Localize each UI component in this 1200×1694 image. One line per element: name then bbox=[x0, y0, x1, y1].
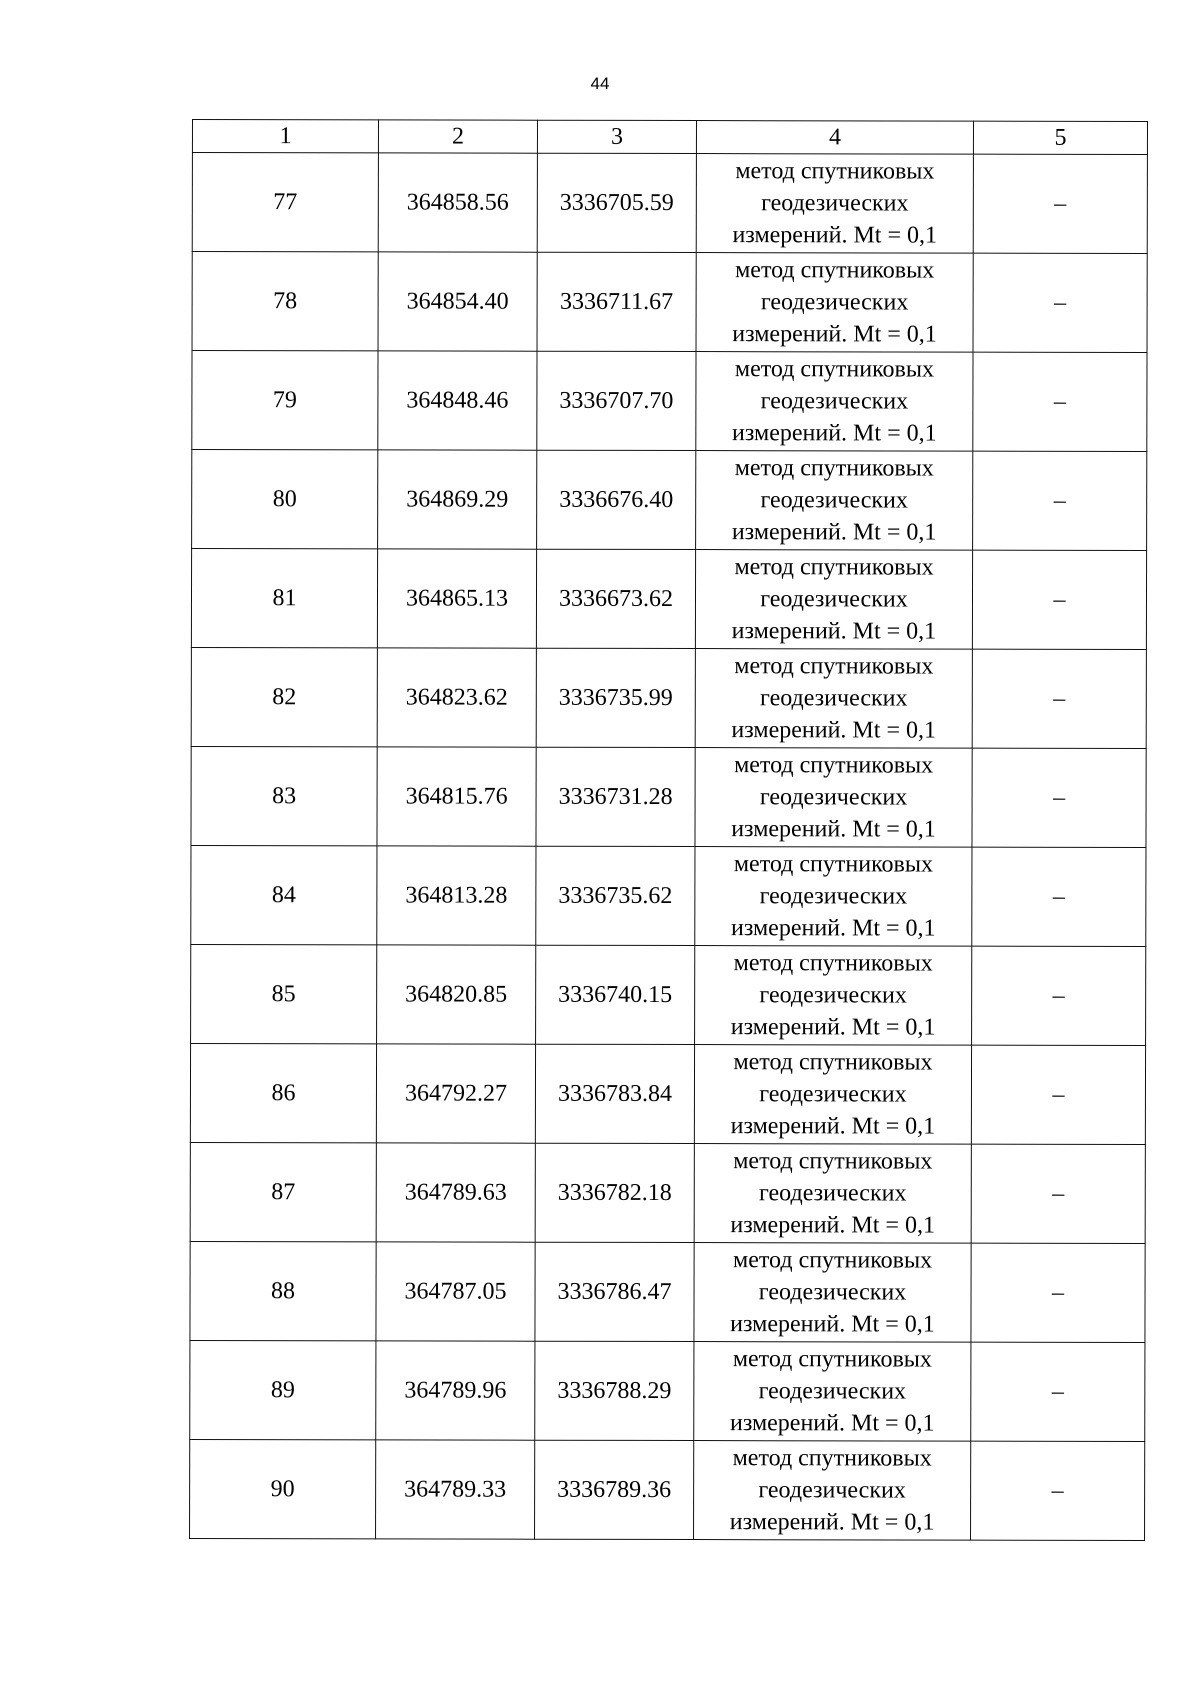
method-cell bbox=[694, 1441, 971, 1541]
point-number-cell: 90 bbox=[190, 1439, 376, 1538]
method-cell bbox=[695, 550, 972, 650]
table-row bbox=[191, 549, 1146, 650]
method-line: геодезических bbox=[760, 487, 908, 514]
table-body bbox=[190, 153, 1148, 1541]
note-cell: – bbox=[972, 946, 1146, 1045]
y-coordinate-cell: 3336789.36 bbox=[535, 1440, 694, 1539]
method-line: метод спутниковых bbox=[733, 1049, 933, 1076]
method-cell bbox=[695, 847, 972, 947]
y-coordinate-cell: 3336711.67 bbox=[537, 252, 696, 351]
note-cell: – bbox=[973, 352, 1147, 451]
x-coordinate-cell: 364787.05 bbox=[376, 1242, 535, 1341]
point-number-cell: 78 bbox=[192, 252, 378, 351]
method-line: измерений. Mt = 0,1 bbox=[729, 1509, 935, 1536]
method-line: геодезических bbox=[758, 1279, 907, 1306]
method-line: геодезических bbox=[760, 586, 908, 613]
x-coordinate-cell: 364792.27 bbox=[376, 1044, 535, 1143]
table-row bbox=[192, 351, 1147, 452]
point-number-cell: 85 bbox=[191, 944, 377, 1043]
x-coordinate-cell: 364858.56 bbox=[378, 153, 537, 252]
method-line: метод спутниковых bbox=[734, 455, 934, 482]
method-cell bbox=[694, 1342, 971, 1442]
method-line: измерений. Mt = 0,1 bbox=[731, 519, 937, 546]
table-header bbox=[192, 120, 1147, 155]
y-coordinate-cell: 3336740.15 bbox=[536, 945, 695, 1044]
x-coordinate-cell: 364820.85 bbox=[377, 945, 536, 1044]
y-coordinate-cell: 3336731.28 bbox=[536, 747, 695, 846]
point-number-cell: 89 bbox=[190, 1340, 376, 1439]
method-cell bbox=[695, 748, 972, 848]
note-cell: – bbox=[973, 154, 1147, 253]
header-col-1: 1 bbox=[192, 120, 378, 153]
method-line: метод спутниковых bbox=[733, 1247, 933, 1274]
method-cell bbox=[694, 1243, 971, 1343]
note-cell: – bbox=[972, 649, 1146, 748]
method-line: метод спутниковых bbox=[732, 1346, 932, 1373]
x-coordinate-cell: 364789.33 bbox=[376, 1440, 535, 1539]
method-line: геодезических bbox=[760, 388, 909, 415]
method-line: измерений. Mt = 0,1 bbox=[730, 915, 936, 942]
y-coordinate-cell: 3336705.59 bbox=[537, 153, 696, 252]
x-coordinate-cell: 364865.13 bbox=[377, 549, 536, 648]
method-line: метод спутниковых bbox=[733, 851, 934, 878]
page-number: 44 bbox=[590, 74, 610, 93]
point-number-cell: 82 bbox=[191, 647, 377, 746]
point-number-cell: 77 bbox=[192, 153, 378, 252]
x-coordinate-cell: 364848.46 bbox=[378, 351, 537, 450]
y-coordinate-cell: 3336786.47 bbox=[535, 1242, 694, 1341]
point-number-cell: 84 bbox=[191, 845, 377, 944]
method-line: геодезических bbox=[759, 883, 908, 910]
y-coordinate-cell: 3336735.62 bbox=[536, 846, 695, 945]
y-coordinate-cell: 3336673.62 bbox=[536, 549, 695, 648]
method-line: измерений. Mt = 0,1 bbox=[732, 321, 937, 348]
table-row bbox=[192, 153, 1147, 254]
note-cell: – bbox=[971, 1144, 1145, 1243]
method-line: метод спутниковых bbox=[735, 257, 935, 284]
point-number-cell: 88 bbox=[190, 1241, 376, 1340]
method-line: геодезических bbox=[759, 784, 908, 811]
x-coordinate-cell: 364813.28 bbox=[377, 846, 536, 945]
method-line: геодезических bbox=[758, 1477, 906, 1504]
note-cell: – bbox=[971, 1045, 1145, 1144]
point-number-cell: 83 bbox=[191, 746, 377, 845]
method-line: геодезических bbox=[761, 190, 909, 217]
method-cell bbox=[696, 352, 973, 452]
x-coordinate-cell: 364869.29 bbox=[378, 450, 537, 549]
method-line: метод спутниковых bbox=[733, 950, 933, 977]
coordinates-table bbox=[189, 119, 1148, 1541]
header-col-2: 2 bbox=[378, 120, 537, 153]
method-line: геодезических bbox=[758, 1180, 907, 1207]
method-line: измерений. Mt = 0,1 bbox=[730, 1014, 936, 1041]
note-cell: – bbox=[972, 550, 1146, 649]
y-coordinate-cell: 3336782.18 bbox=[535, 1143, 694, 1242]
method-line: измерений. Mt = 0,1 bbox=[730, 1212, 935, 1239]
method-line: метод спутниковых bbox=[734, 653, 934, 680]
method-cell bbox=[696, 451, 973, 551]
method-line: измерений. Mt = 0,1 bbox=[731, 618, 937, 645]
method-line: измерений. Mt = 0,1 bbox=[732, 222, 938, 249]
point-number-cell: 80 bbox=[192, 450, 378, 549]
y-coordinate-cell: 3336707.70 bbox=[537, 351, 696, 450]
method-line: метод спутниковых bbox=[735, 158, 935, 185]
x-coordinate-cell: 364854.40 bbox=[378, 252, 537, 351]
method-line: измерений. Mt = 0,1 bbox=[729, 1410, 935, 1437]
x-coordinate-cell: 364789.63 bbox=[376, 1143, 535, 1242]
method-cell bbox=[695, 649, 972, 749]
note-cell: – bbox=[972, 748, 1146, 847]
header-col-5: 5 bbox=[973, 121, 1147, 154]
header-col-3: 3 bbox=[537, 120, 696, 153]
method-line: геодезических bbox=[760, 685, 908, 712]
point-number-cell: 86 bbox=[190, 1043, 376, 1142]
note-cell: – bbox=[971, 1342, 1145, 1441]
y-coordinate-cell: 3336783.84 bbox=[535, 1044, 694, 1143]
note-cell: – bbox=[971, 1441, 1145, 1540]
method-line: метод спутниковых bbox=[734, 554, 934, 581]
table-row bbox=[190, 1142, 1145, 1243]
point-number-cell: 79 bbox=[192, 351, 378, 450]
method-cell bbox=[696, 253, 973, 353]
table-row bbox=[191, 845, 1146, 946]
x-coordinate-cell: 364815.76 bbox=[377, 747, 536, 846]
method-line: измерений. Mt = 0,1 bbox=[732, 420, 937, 447]
table-row bbox=[190, 1241, 1145, 1342]
method-line: измерений. Mt = 0,1 bbox=[731, 717, 937, 744]
table-row bbox=[192, 450, 1147, 551]
method-line: геодезических bbox=[759, 1081, 907, 1108]
method-cell bbox=[696, 154, 973, 254]
x-coordinate-cell: 364823.62 bbox=[377, 648, 536, 747]
method-line: метод спутниковых bbox=[734, 356, 935, 383]
y-coordinate-cell: 3336788.29 bbox=[535, 1341, 694, 1440]
method-cell bbox=[694, 1045, 971, 1145]
table-row bbox=[190, 1340, 1145, 1441]
note-cell: – bbox=[973, 253, 1147, 352]
method-line: метод спутниковых bbox=[734, 752, 934, 779]
header-col-4: 4 bbox=[696, 121, 973, 155]
method-line: измерений. Mt = 0,1 bbox=[731, 816, 936, 843]
note-cell: – bbox=[972, 847, 1146, 946]
table-row bbox=[191, 647, 1146, 748]
method-line: метод спутниковых bbox=[732, 1445, 932, 1472]
point-number-cell: 81 bbox=[191, 549, 377, 648]
y-coordinate-cell: 3336676.40 bbox=[537, 450, 696, 549]
method-cell bbox=[695, 946, 972, 1046]
x-coordinate-cell: 364789.96 bbox=[376, 1341, 535, 1440]
table-row bbox=[191, 746, 1146, 847]
table-row bbox=[190, 1043, 1145, 1144]
method-line: метод спутниковых bbox=[733, 1148, 933, 1175]
note-cell: – bbox=[971, 1243, 1145, 1342]
method-line: измерений. Mt = 0,1 bbox=[730, 1113, 936, 1140]
method-line: геодезических bbox=[759, 982, 907, 1009]
method-line: геодезических bbox=[758, 1378, 907, 1405]
table-row bbox=[192, 252, 1147, 353]
point-number-cell: 87 bbox=[190, 1142, 376, 1241]
method-line: геодезических bbox=[760, 289, 909, 316]
note-cell: – bbox=[973, 451, 1147, 550]
table-row bbox=[190, 1439, 1145, 1540]
y-coordinate-cell: 3336735.99 bbox=[536, 648, 695, 747]
table-row bbox=[191, 944, 1146, 1045]
method-line: измерений. Mt = 0,1 bbox=[730, 1311, 935, 1338]
method-cell bbox=[694, 1144, 971, 1244]
header-row bbox=[192, 120, 1147, 155]
